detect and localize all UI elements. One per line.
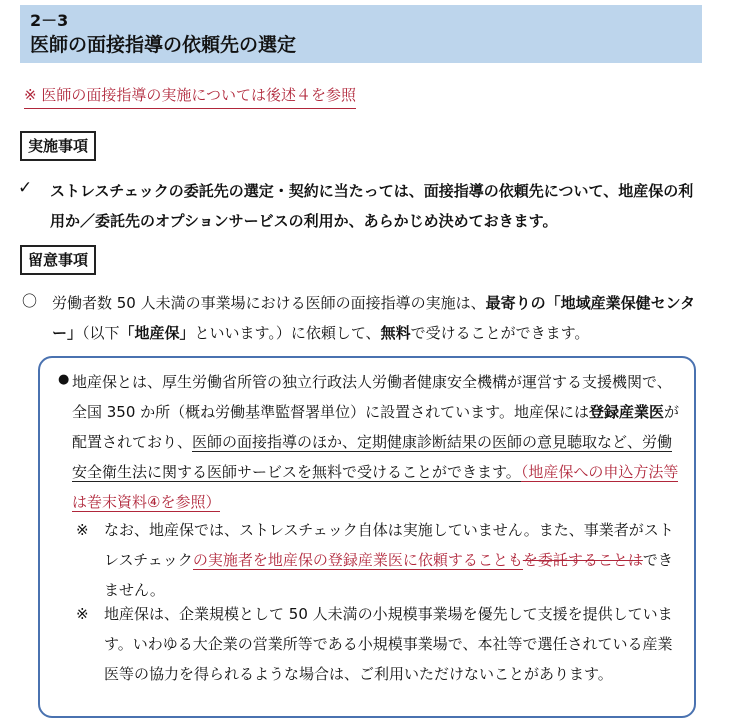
check-icon: ✓ bbox=[18, 178, 33, 198]
box-note-1: なお、地産保では、ストレスチェック自体は実施していません。また、事業者がストレスチェックの実施者を地産保の登録産業医に依頼することもを委託することはできません。 bbox=[104, 521, 674, 599]
struck-text: を委託することは bbox=[522, 551, 643, 569]
section-header bbox=[20, 5, 702, 63]
note-mark-icon: ※ bbox=[76, 605, 89, 623]
section-title: 医師の面接指導の依頼先の選定 bbox=[30, 34, 297, 56]
implementation-label: 実施事項 bbox=[20, 131, 96, 161]
circle-bullet-icon: 〇 bbox=[22, 292, 38, 310]
notes-label: 留意事項 bbox=[20, 245, 96, 275]
box-note-2: 地産保は、企業規模として 50 人未満の小規模事業場を優先して支援を提供しています。いわゆる大企業の営業所等である小規模事業場で、本社等で選任されている産業医等の協力を得られるような場合は、ご利用いただけないことがあります。 bbox=[104, 605, 673, 683]
section-number: 2－3 bbox=[30, 11, 69, 30]
underlined-text: 医師の面接指導のほか、定期健康診断結果の医師の意見聴取など、労働安全衛生法に関する医師サービスを無料で受けることができます。 bbox=[72, 433, 673, 481]
note-mark-icon: ※ bbox=[76, 521, 89, 539]
reference-note: ※ 医師の面接指導の実施については後述４を参照 bbox=[24, 84, 356, 109]
reference-link-text: （地産保への申込方法等は巻末資料④を参照） bbox=[72, 463, 679, 511]
bullet-icon: ● bbox=[58, 372, 70, 387]
implementation-text: ストレスチェックの委託先の選定・契約に当たっては、面接指導の依頼先について、地産保の利用か／委託先のオプションサービスの利用か、あらかじめ決めておきます。 bbox=[50, 182, 694, 230]
notes-text: 労働者数 50 人未満の事業場における医師の面接指導の実施は、最寄りの「地域産業保健センター」（以下「地産保」といいます。）に依頼して、無料で受けることができます。 bbox=[52, 294, 696, 342]
box-paragraph: 地産保とは、厚生労働省所管の独立行政法人労働者健康安全機構が運営する支援機関で、全国 350 か所（概ね労働基準監督署単位）に設置されています。地産保には登録産業医が配置されており、医師の面接指導のほか、定期健康診断結果の医師の意見聴取など、労働安全衛生法に関する医師サービスを無料で受けることができます。（地産保への申込方法等は巻末資料④を参照） bbox=[72, 373, 680, 511]
